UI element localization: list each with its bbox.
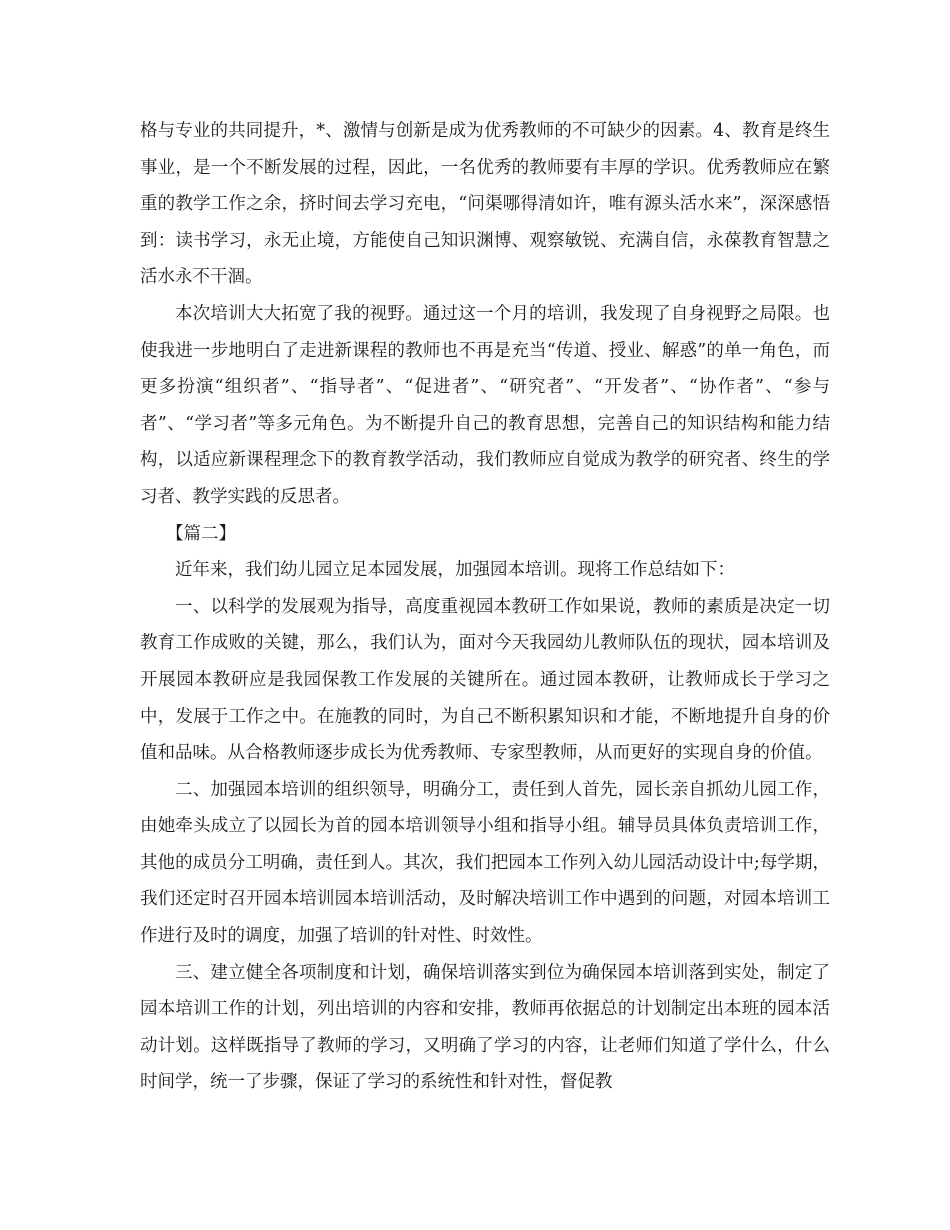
paragraph-point-two: 二、加强园本培训的组织领导，明确分工，责任到人首先，园长亲自抓幼儿园工作，由她牵头成立了以园长为首的园本培训领导小组和指导小组。辅导员具体负责培训工作，其他的成员分工明确，责任到人。其次，我们把园本工作列入幼儿园活动设计中;每学期，我们还定时召开园本培训园本培训活动，及时解决培训工作中遇到的问题，对园本培训工作进行及时的调度，加强了培训的针对性、时效性。 [140,779,830,947]
paragraph-point-three: 三、建立健全各项制度和计划，确保培训落实到位为确保园本培训落到实处，制定了园本培训工作的计划，列出培训的内容和安排，教师再依据总的计划制定出本班的园本活动计划。这样既指导了教师的学习，又明确了学习的内容，让老师们知道了学什么，什么时间学，统一了步骤，保证了学习的系统性和针对性，督促教 [140,962,830,1093]
paragraph-intro: 近年来，我们幼儿园立足本园发展，加强园本培训。现将工作总结如下： [175,560,735,581]
document-page [140,113,830,1101]
paragraph-training-reflection: 本次培训大大拓宽了我的视野。通过这一个月的培训，我发现了自身视野之局限。也使我进一步地明白了走进新课程的教师也不再是充当“传道、授业、解惑”的单一角色，而更多扮演“组织者”、“指导者”、“促进者”、“研究者”、“开发者”、“协作者”、“参与者”、“学习者”等多元角色。为不断提升自己的教育思想，完善自己的知识结构和能力结构，以适应新课程理念下的教育教学活动，我们教师应自觉成为教学的研究者、终生的学习者、教学实践的反思者。 [140,303,830,507]
paragraph-point-one: 一、以科学的发展观为指导，高度重视园本教研工作如果说，教师的素质是决定一切教育工作成败的关键，那么，我们认为，面对今天我园幼儿教师队伍的现状，园本培训及开展园本教研应是我园保教工作发展的关键所在。通过园本教研，让教师成长于学习之中，发展于工作之中。在施教的同时，为自己不断积累知识和才能，不断地提升自身的价值和品味。从合格教师逐步成长为优秀教师、专家型教师，从而更好的实现自身的价值。 [140,596,830,764]
section-heading: 【篇二】 [166,523,236,544]
paragraph-continuation: 格与专业的共同提升，*、激情与创新是成为优秀教师的不可缺少的因素。4、教育是终生事业，是一个不断发展的过程，因此，一名优秀的教师要有丰厚的学识。优秀教师应在繁重的教学工作之余，挤时间去学习充电，“问渠哪得清如许，唯有源头活水来”，深深感悟到：读书学习，永无止境，方能使自己知识渊博、观察敏锐、充满自信，永葆教育智慧之活水永不干涸。 [140,121,830,288]
